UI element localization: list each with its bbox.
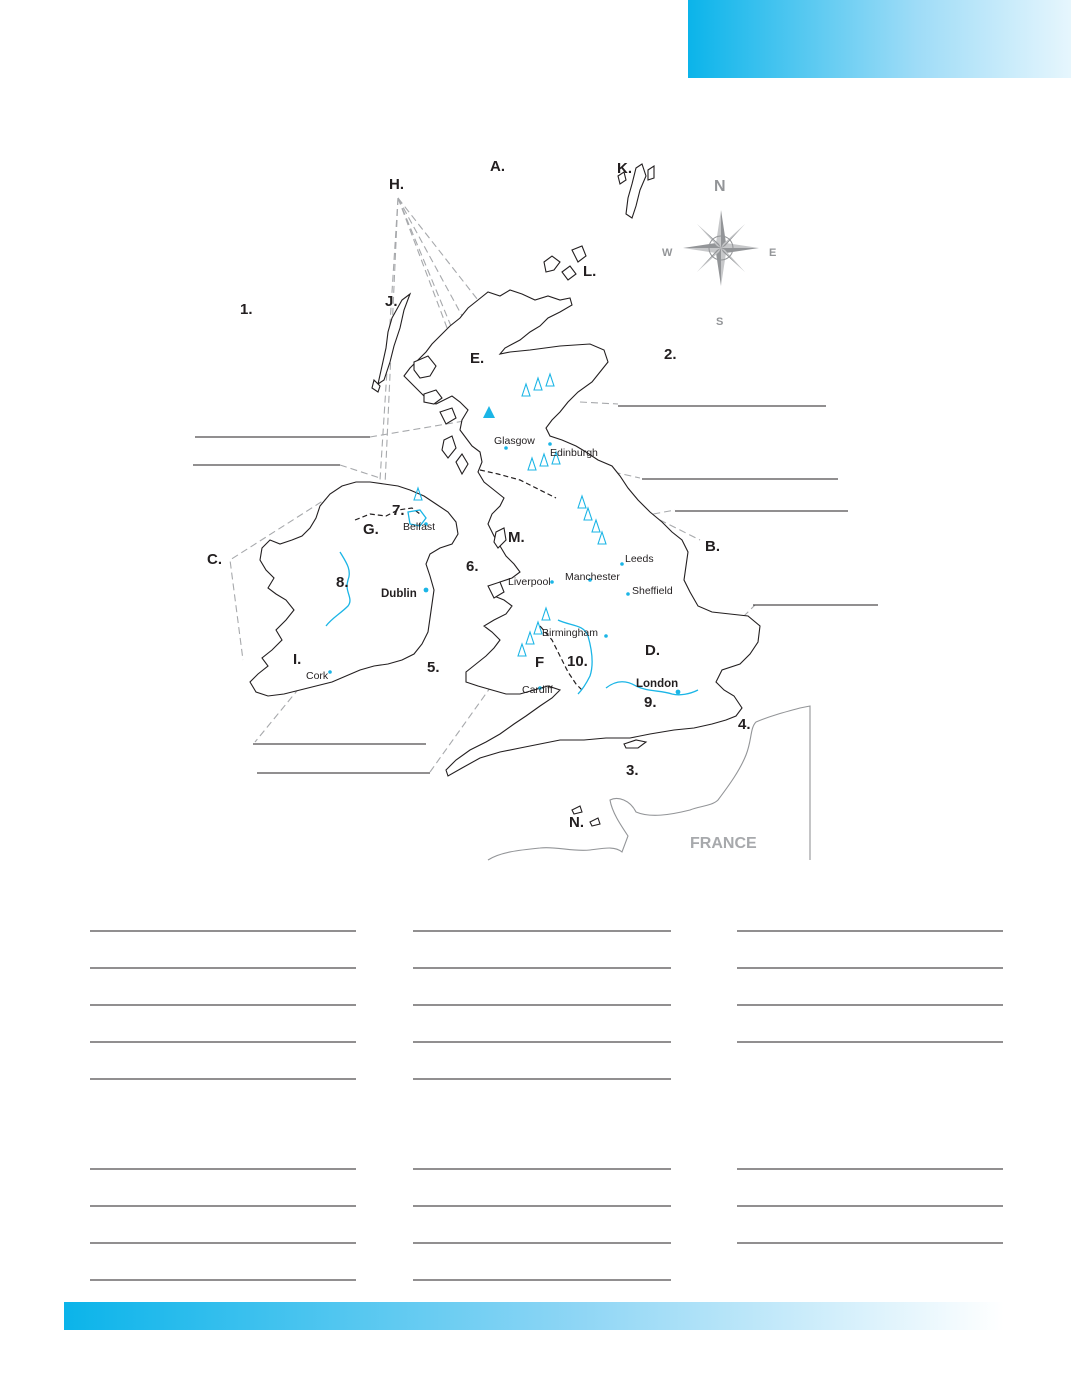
label-1: 1. — [240, 301, 253, 318]
city-dot-icon — [548, 442, 552, 446]
label-d: D. — [645, 642, 660, 659]
label-france: FRANCE — [690, 835, 757, 852]
capital-dublin: Dublin — [381, 588, 417, 600]
capital-dot-icon — [424, 588, 429, 593]
label-g: G. — [363, 521, 379, 538]
city-dot-icon — [620, 562, 624, 566]
label-5: 5. — [427, 659, 440, 676]
city-cardiff: Cardiff — [522, 684, 553, 696]
compass-north: N — [714, 178, 726, 195]
label-k: K. — [617, 160, 632, 177]
bottom-banner — [64, 1302, 1004, 1330]
city-glasgow: Glasgow — [494, 435, 535, 447]
city-sheffield: Sheffield — [632, 585, 673, 597]
city-leeds: Leeds — [625, 553, 654, 565]
label-3: 3. — [626, 762, 639, 779]
label-10: 10. — [567, 653, 588, 670]
city-cork: Cork — [306, 670, 329, 682]
label-c: C. — [207, 551, 222, 568]
label-7: 7. — [392, 502, 405, 519]
label-i: I. — [293, 651, 302, 668]
label-b: B. — [705, 538, 720, 555]
label-6: 6. — [466, 558, 479, 575]
label-h: H. — [389, 176, 404, 193]
city-edinburgh: Edinburgh — [550, 447, 598, 459]
city-dot-icon — [604, 634, 608, 638]
compass-rose-icon — [683, 210, 759, 286]
city-dot-icon — [626, 592, 630, 596]
city-dot-icon — [550, 580, 554, 584]
label-m: M. — [508, 529, 525, 546]
label-l: L. — [583, 263, 597, 280]
label-e: E. — [470, 350, 485, 367]
city-belfast: Belfast — [403, 521, 436, 533]
compass-south: S — [716, 316, 724, 328]
city-liverpool: Liverpool — [508, 576, 551, 588]
label-f: F — [535, 654, 545, 671]
answer-lines — [90, 931, 1003, 1280]
label-n: N. — [569, 814, 584, 831]
city-birmingham: Birmingham — [542, 627, 599, 639]
label-9: 9. — [644, 694, 657, 711]
label-2: 2. — [664, 346, 677, 363]
compass-east: E — [769, 247, 777, 259]
label-j: J. — [385, 293, 398, 310]
city-manchester: Manchester — [565, 571, 620, 583]
label-8: 8. — [336, 574, 349, 591]
great-britain-landmass — [372, 164, 760, 826]
label-4: 4. — [738, 716, 751, 733]
label-a: A. — [490, 158, 505, 175]
city-dot-icon — [328, 670, 332, 674]
capital-london: London — [636, 678, 679, 690]
compass-west: W — [662, 247, 673, 259]
capital-dot-icon — [676, 690, 681, 695]
